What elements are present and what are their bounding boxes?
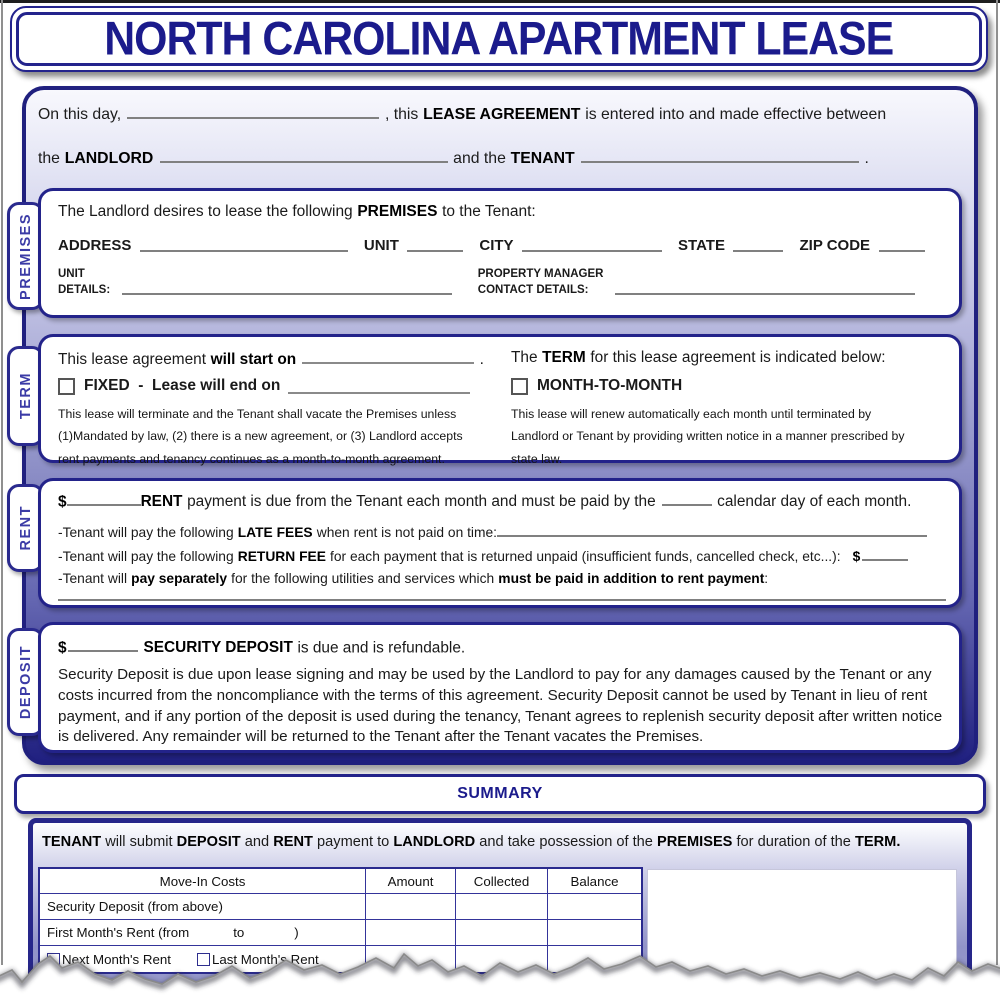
landlord-name-blank[interactable] bbox=[160, 147, 448, 163]
tenant-label: TENANT bbox=[510, 149, 575, 167]
end-date-blank[interactable] bbox=[288, 378, 470, 394]
term-start-period: . bbox=[479, 351, 484, 369]
title-banner-inner bbox=[16, 12, 982, 66]
return-fee-line bbox=[58, 547, 908, 564]
date-blank[interactable] bbox=[127, 103, 379, 119]
state-label: STATE bbox=[678, 237, 725, 254]
premises-keyword: PREMISES bbox=[357, 203, 438, 220]
term-right-text2: for this lease agreement is indicated below: bbox=[590, 349, 886, 366]
summary-text: for duration of the bbox=[736, 834, 851, 850]
col-header-move-in-costs: Move-In Costs bbox=[40, 869, 366, 894]
property-manager-label bbox=[478, 267, 604, 298]
intro-line-2 bbox=[38, 147, 963, 168]
title-banner bbox=[10, 6, 988, 72]
deposit-amount-line bbox=[58, 637, 465, 657]
premises-intro-text: to the Tenant: bbox=[442, 203, 536, 220]
term-indicated-line bbox=[511, 349, 890, 367]
summary-premises-keyword: PREMISES bbox=[657, 834, 733, 850]
utilities-line-row bbox=[58, 585, 946, 606]
return-fee-keyword: RETURN FEE bbox=[237, 548, 326, 564]
summary-rent-keyword: RENT bbox=[273, 834, 313, 850]
address-blank[interactable] bbox=[140, 237, 348, 252]
zip-code-label: ZIP CODE bbox=[799, 237, 871, 254]
will-start-on-label: will start on bbox=[210, 351, 297, 369]
page-title: NORTH CAROLINA APARTMENT LEASE bbox=[104, 12, 894, 65]
term-start-text: This lease agreement bbox=[58, 351, 206, 369]
page-left-edge bbox=[1, 0, 3, 965]
deposit-section bbox=[38, 622, 962, 753]
property-manager-blank[interactable] bbox=[615, 279, 915, 295]
rent-amount-blank[interactable] bbox=[67, 491, 141, 506]
summary-text: payment to bbox=[317, 834, 390, 850]
summary-title: SUMMARY bbox=[457, 785, 543, 802]
next-months-rent-label: Next Month's Rent bbox=[62, 951, 171, 967]
property-manager-label-line2: CONTACT DETAILS: bbox=[477, 283, 589, 296]
rent-due-day-blank[interactable] bbox=[662, 491, 712, 506]
premises-fields-row bbox=[58, 237, 950, 254]
start-date-blank[interactable] bbox=[302, 349, 474, 364]
tenant-name-blank[interactable] bbox=[581, 147, 859, 163]
premises-intro-text: The Landlord desires to lease the following bbox=[58, 203, 353, 220]
addition-to-rent-keyword: must be paid in addition to rent payment bbox=[498, 571, 765, 586]
unit-details-label-line2: DETAILS: bbox=[58, 283, 111, 296]
pay-separately-text2: for the following utilities and services which bbox=[231, 571, 495, 586]
summary-text: and bbox=[244, 834, 270, 850]
lease-agreement-label: LEASE AGREEMENT bbox=[423, 105, 581, 123]
term-keyword: TERM bbox=[542, 349, 586, 366]
pay-separately-keyword: pay separately bbox=[131, 571, 228, 586]
first-months-rent-paren: ) bbox=[294, 925, 299, 940]
return-fee-blank[interactable] bbox=[862, 547, 908, 561]
summary-landlord-keyword: LANDLORD bbox=[393, 834, 476, 850]
mtm-note-line3: state law. bbox=[511, 451, 563, 466]
deposit-paragraph: Security Deposit is due upon lease signing and may be used by the Landlord to pay for any damages caused by the Tenant or any costs incurred from the noncompliance with the terms of this agreement. Security Deposit cannot be used by Tenant in lieu of rent payment, and if any portion of the deposit is used during the tenancy, Tenant agrees to replenish security deposit after written notice is delivered. Any remainder will be returned to the Tenant after the Tenant vacates the Premises. bbox=[58, 666, 943, 746]
return-fee-text2: for each payment that is returned unpaid (insufficient funds, cancelled check, etc...): bbox=[330, 548, 841, 564]
torn-paper-edge bbox=[0, 938, 1000, 1000]
tab-term-label: TERM bbox=[17, 372, 34, 420]
deposit-amount-blank[interactable] bbox=[68, 637, 138, 652]
security-deposit-collected-cell[interactable] bbox=[456, 894, 548, 920]
first-months-rent-to: to bbox=[233, 925, 245, 940]
term-right-text: The bbox=[511, 349, 538, 366]
tab-premises-label: PREMISES bbox=[17, 212, 34, 300]
summary-deposit-keyword: DEPOSIT bbox=[176, 834, 241, 850]
fixed-note bbox=[58, 403, 463, 470]
intro-text: is entered into and made effective between bbox=[585, 105, 887, 123]
intro-text: and the bbox=[453, 149, 506, 167]
summary-header bbox=[14, 774, 986, 814]
city-blank[interactable] bbox=[522, 237, 662, 252]
state-blank[interactable] bbox=[733, 237, 783, 252]
month-to-month-checkbox[interactable] bbox=[511, 378, 528, 395]
mtm-note-line2: Landlord or Tenant by providing written notice in a manner prescribed by bbox=[511, 429, 905, 444]
property-manager-label-line1: PROPERTY MANAGER bbox=[477, 268, 604, 280]
security-deposit-amount-cell[interactable] bbox=[366, 894, 456, 920]
term-start-line bbox=[58, 349, 489, 369]
utilities-blank[interactable] bbox=[58, 585, 946, 601]
rent-section bbox=[38, 478, 962, 608]
summary-sentence bbox=[42, 834, 964, 850]
mtm-note-line1: This lease will renew automatically each month until terminated by bbox=[511, 407, 872, 421]
page-right-edge bbox=[996, 0, 998, 965]
month-to-month-option-row bbox=[511, 377, 682, 395]
fixed-checkbox[interactable] bbox=[58, 378, 75, 395]
summary-term-keyword: TERM. bbox=[854, 834, 901, 850]
rent-line1-text: payment is due from the Tenant each month and must be paid by the bbox=[187, 493, 656, 511]
pay-separately-text: -Tenant will bbox=[58, 571, 128, 586]
unit-details-label-line1: UNIT bbox=[58, 268, 85, 280]
last-months-rent-label: Last Month's Rent bbox=[211, 951, 319, 967]
security-deposit-balance-cell[interactable] bbox=[548, 894, 641, 920]
unit-details-blank[interactable] bbox=[122, 279, 452, 295]
fixed-note-line1: This lease will terminate and the Tenant shall vacate the Premises unless bbox=[58, 407, 457, 421]
return-fee-dollar-sign: $ bbox=[852, 548, 861, 564]
month-to-month-label: MONTH-TO-MONTH bbox=[537, 377, 683, 394]
premises-section bbox=[38, 188, 962, 318]
premises-details-row bbox=[58, 267, 950, 298]
fixed-note-line2: (1)Mandated by law, (2) there is a new agreement, or (3) Landlord accepts bbox=[58, 429, 463, 444]
tab-deposit-label: DEPOSIT bbox=[17, 644, 34, 720]
intro-text: On this day, bbox=[38, 105, 122, 123]
row-security-deposit-label: Security Deposit (from above) bbox=[40, 894, 366, 920]
col-header-balance: Balance bbox=[548, 869, 641, 894]
first-months-rent-text: First Month's Rent (from bbox=[47, 925, 190, 940]
fixed-option-label: FIXED - Lease will end on bbox=[84, 377, 281, 394]
term-section bbox=[38, 334, 962, 466]
late-fees-text2: when rent is not paid on time: bbox=[316, 524, 497, 540]
summary-text: and take possession of the bbox=[479, 834, 653, 850]
landlord-label: LANDLORD bbox=[64, 149, 154, 167]
late-fees-blank[interactable] bbox=[497, 523, 927, 537]
fixed-note-line3: rent payments and tenancy continues as a month-to-month agreement. bbox=[58, 451, 445, 466]
summary-tenant-keyword: TENANT bbox=[42, 834, 102, 850]
pay-separately-colon: : bbox=[764, 571, 769, 586]
deposit-dollar-sign: $ bbox=[58, 639, 67, 657]
intro-line-1 bbox=[38, 103, 963, 124]
late-fees-keyword: LATE FEES bbox=[237, 524, 313, 540]
summary-text: will submit bbox=[105, 834, 173, 850]
month-to-month-note bbox=[511, 403, 905, 470]
rent-line1-text2: calendar day of each month. bbox=[717, 493, 912, 511]
unit-blank[interactable] bbox=[407, 237, 463, 252]
intro-text: , this bbox=[384, 105, 419, 123]
pay-separately-line bbox=[58, 571, 768, 586]
city-label: CITY bbox=[479, 237, 514, 254]
fixed-option-row bbox=[58, 377, 476, 395]
late-fees-text: -Tenant will pay the following bbox=[58, 524, 234, 540]
col-header-collected: Collected bbox=[456, 869, 548, 894]
unit-label: UNIT bbox=[363, 237, 399, 254]
zip-code-blank[interactable] bbox=[879, 237, 925, 252]
late-fees-line bbox=[58, 523, 927, 540]
rent-dollar-sign: $ bbox=[58, 493, 67, 511]
unit-details-label bbox=[58, 267, 110, 298]
return-fee-text: -Tenant will pay the following bbox=[58, 548, 234, 564]
tab-rent-label: RENT bbox=[17, 505, 34, 551]
intro-text: . bbox=[864, 149, 869, 167]
security-deposit-keyword: SECURITY DEPOSIT bbox=[143, 639, 293, 657]
intro-text: the bbox=[38, 149, 60, 167]
rent-keyword: RENT bbox=[140, 493, 183, 511]
rent-amount-line bbox=[58, 491, 916, 511]
col-header-amount: Amount bbox=[366, 869, 456, 894]
deposit-line1-text: is due and is refundable. bbox=[297, 639, 466, 657]
address-label: ADDRESS bbox=[58, 237, 132, 254]
premises-intro bbox=[58, 203, 540, 221]
page-top-edge bbox=[0, 0, 1000, 3]
